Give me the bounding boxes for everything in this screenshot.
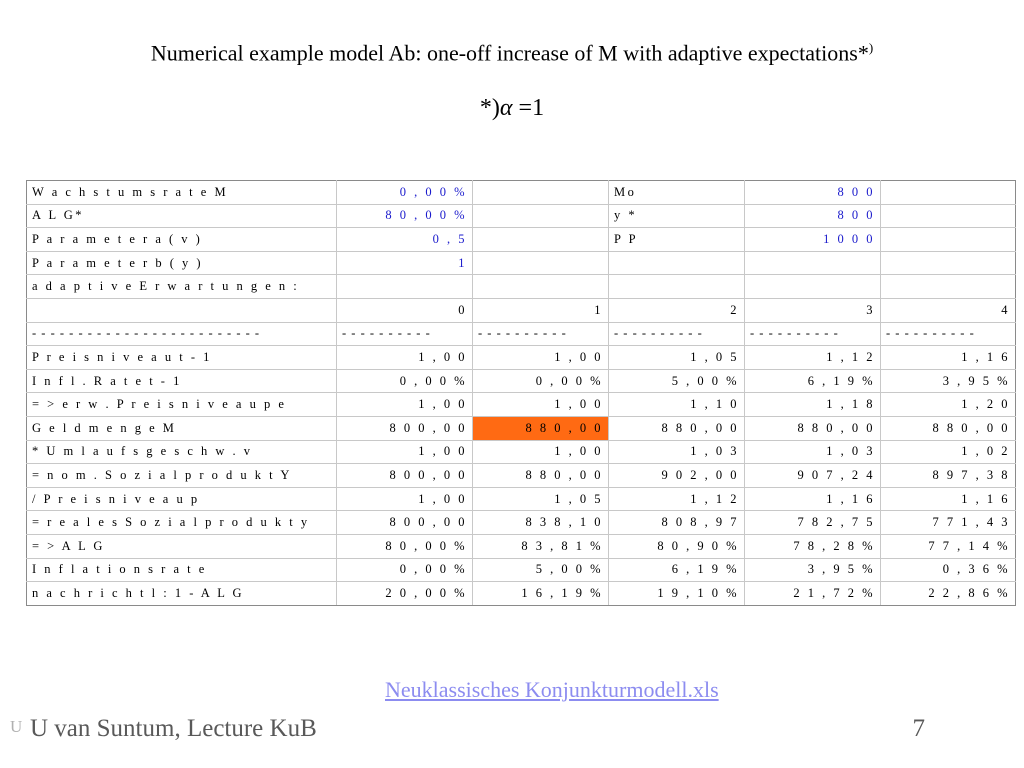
separator-dashes: - - - - - - - - - - [473,322,609,346]
value-cell: 6 , 1 9 % [745,369,881,393]
value-cell: 1 , 0 0 [337,346,473,370]
value-cell: 7 8 , 2 8 % [745,534,881,558]
table-row [27,534,1016,558]
row-label: n a c h r i c h t l : 1 - A L G [27,582,337,606]
value-cell: 8 0 0 , 0 0 [337,511,473,535]
param-value-2: 8 0 0 [745,181,881,205]
value-cell: 1 , 1 2 [609,487,745,511]
param-label: P a r a m e t e r a ( v ) [27,228,337,252]
row-label: P r e i s n i v e a u t - 1 [27,346,337,370]
separator-dashes: - - - - - - - - - - [337,322,473,346]
value-cell: 7 7 1 , 4 3 [881,511,1016,535]
param-row [27,181,1016,205]
value-cell: 8 3 , 8 1 % [473,534,609,558]
value-cell: 5 , 0 0 % [473,558,609,582]
row-label: I n f l . R a t e t - 1 [27,369,337,393]
value-cell: 8 8 0 , 0 0 [881,416,1016,440]
param-value-2: 8 0 0 [745,204,881,228]
value-cell: 3 , 9 5 % [881,369,1016,393]
value-cell: 1 6 , 1 9 % [473,582,609,606]
value-cell: 1 , 0 5 [473,487,609,511]
value-cell: 8 8 0 , 0 0 [745,416,881,440]
table-row [27,440,1016,464]
value-cell: 1 , 1 6 [881,346,1016,370]
param-value: 1 [337,251,473,275]
value-cell: 8 3 8 , 1 0 [473,511,609,535]
param-label-2: y * [609,204,745,228]
separator-dashes: - - - - - - - - - - [745,322,881,346]
empty-cell [473,181,609,205]
row-label: = r e a l e s S o z i a l p r o d u k t y [27,511,337,535]
empty-cell [473,251,609,275]
param-label-2 [609,251,745,275]
value-cell: 6 , 1 9 % [609,558,745,582]
param-label-2: P P [609,228,745,252]
value-cell: 8 8 0 , 0 0 [473,464,609,488]
row-label: = n o m . S o z i a l p r o d u k t Y [27,464,337,488]
separator-dashes: - - - - - - - - - - [881,322,1016,346]
value-cell: 9 0 2 , 0 0 [609,464,745,488]
period-header: 4 [881,298,1016,322]
row-label: * U m l a u f s g e s c h w . v [27,440,337,464]
footer-logo-mark: U [10,717,23,736]
value-cell: 1 , 0 3 [609,440,745,464]
empty-cell [881,181,1016,205]
param-row [27,228,1016,252]
row-label: = > A L G [27,534,337,558]
value-cell: 1 , 0 5 [609,346,745,370]
row-label: / P r e i s n i v e a u p [27,487,337,511]
param-value-2: 1 0 0 0 [745,228,881,252]
param-label: W a c h s t u m s r a t e M [27,181,337,205]
table-row [27,346,1016,370]
empty-cell [473,228,609,252]
table-row [27,393,1016,417]
value-cell: 8 0 0 , 0 0 [337,464,473,488]
spreadsheet-table [26,180,1016,606]
slide-title: Numerical example model Ab: one-off increase of M with adaptive expectations*) [150,40,874,66]
value-cell: 1 , 1 6 [881,487,1016,511]
separator-dashes: - - - - - - - - - - - - - - - - - - - - - - - - - [27,322,337,346]
value-cell: 9 0 7 , 2 4 [745,464,881,488]
empty-cell [881,251,1016,275]
value-cell: 1 , 0 0 [337,487,473,511]
value-cell: 7 8 2 , 7 5 [745,511,881,535]
period-header: 1 [473,298,609,322]
value-cell: 1 , 1 6 [745,487,881,511]
param-value-2 [745,275,881,299]
row-label: I n f l a t i o n s r a t e [27,558,337,582]
value-cell: 0 , 0 0 % [337,558,473,582]
param-value [337,275,473,299]
param-row [27,251,1016,275]
value-cell: 2 0 , 0 0 % [337,582,473,606]
period-header-row [27,298,1016,322]
period-header: 3 [745,298,881,322]
param-label: A L G* [27,204,337,228]
param-label-2 [609,275,745,299]
highlighted-cell: 8 8 0 , 0 0 [473,416,609,440]
value-cell: 1 , 2 0 [881,393,1016,417]
table-row [27,464,1016,488]
value-cell: 2 2 , 8 6 % [881,582,1016,606]
empty-cell [881,228,1016,252]
row-label: = > e r w . P r e i s n i v e a u p e [27,393,337,417]
value-cell: 2 1 , 7 2 % [745,582,881,606]
value-cell: 1 , 1 0 [609,393,745,417]
table-row [27,369,1016,393]
page-number: 7 [912,715,925,742]
param-label: a d a p t i v e E r w a r t u n g e n : [27,275,337,299]
value-cell: 1 , 0 0 [337,440,473,464]
table-row [27,487,1016,511]
separator-dashes: - - - - - - - - - - [609,322,745,346]
value-cell: 8 0 , 0 0 % [337,534,473,558]
value-cell: 8 9 7 , 3 8 [881,464,1016,488]
value-cell: 0 , 0 0 % [473,369,609,393]
row-label: G e l d m e n g e M [27,416,337,440]
value-cell: 1 , 0 2 [881,440,1016,464]
value-cell: 1 , 0 3 [745,440,881,464]
empty-cell [473,275,609,299]
excel-file-link[interactable]: Neuklassisches Konjunkturmodell.xls [385,677,719,702]
value-cell: 5 , 0 0 % [609,369,745,393]
param-value-2 [745,251,881,275]
empty-cell [881,275,1016,299]
period-header: 2 [609,298,745,322]
alpha-formula: *)α =1 [479,95,545,121]
param-value: 8 0 , 0 0 % [337,204,473,228]
value-cell: 0 , 3 6 % [881,558,1016,582]
empty-cell [473,204,609,228]
value-cell: 0 , 0 0 % [337,369,473,393]
value-cell: 1 , 1 2 [745,346,881,370]
param-row [27,204,1016,228]
empty-cell [881,204,1016,228]
value-cell: 8 0 0 , 0 0 [337,416,473,440]
table-row [27,511,1016,535]
value-cell: 8 8 0 , 0 0 [609,416,745,440]
value-cell: 1 , 0 0 [473,440,609,464]
param-label-2: Mo [609,181,745,205]
value-cell: 8 0 8 , 9 7 [609,511,745,535]
value-cell: 1 , 0 0 [473,346,609,370]
param-row [27,275,1016,299]
value-cell: 7 7 , 1 4 % [881,534,1016,558]
footer-text: U van Suntum, Lecture KuB [30,715,317,742]
value-cell: 1 9 , 1 0 % [609,582,745,606]
empty-cell [27,298,337,322]
value-cell: 1 , 1 8 [745,393,881,417]
param-value: 0 , 0 0 % [337,181,473,205]
table-row [27,558,1016,582]
value-cell: 1 , 0 0 [337,393,473,417]
param-label: P a r a m e t e r b ( y ) [27,251,337,275]
separator-row [27,322,1016,346]
value-cell: 1 , 0 0 [473,393,609,417]
table-row [27,582,1016,606]
period-header: 0 [337,298,473,322]
value-cell: 8 0 , 9 0 % [609,534,745,558]
value-cell: 3 , 9 5 % [745,558,881,582]
param-value: 0 , 5 [337,228,473,252]
table-row [27,416,1016,440]
